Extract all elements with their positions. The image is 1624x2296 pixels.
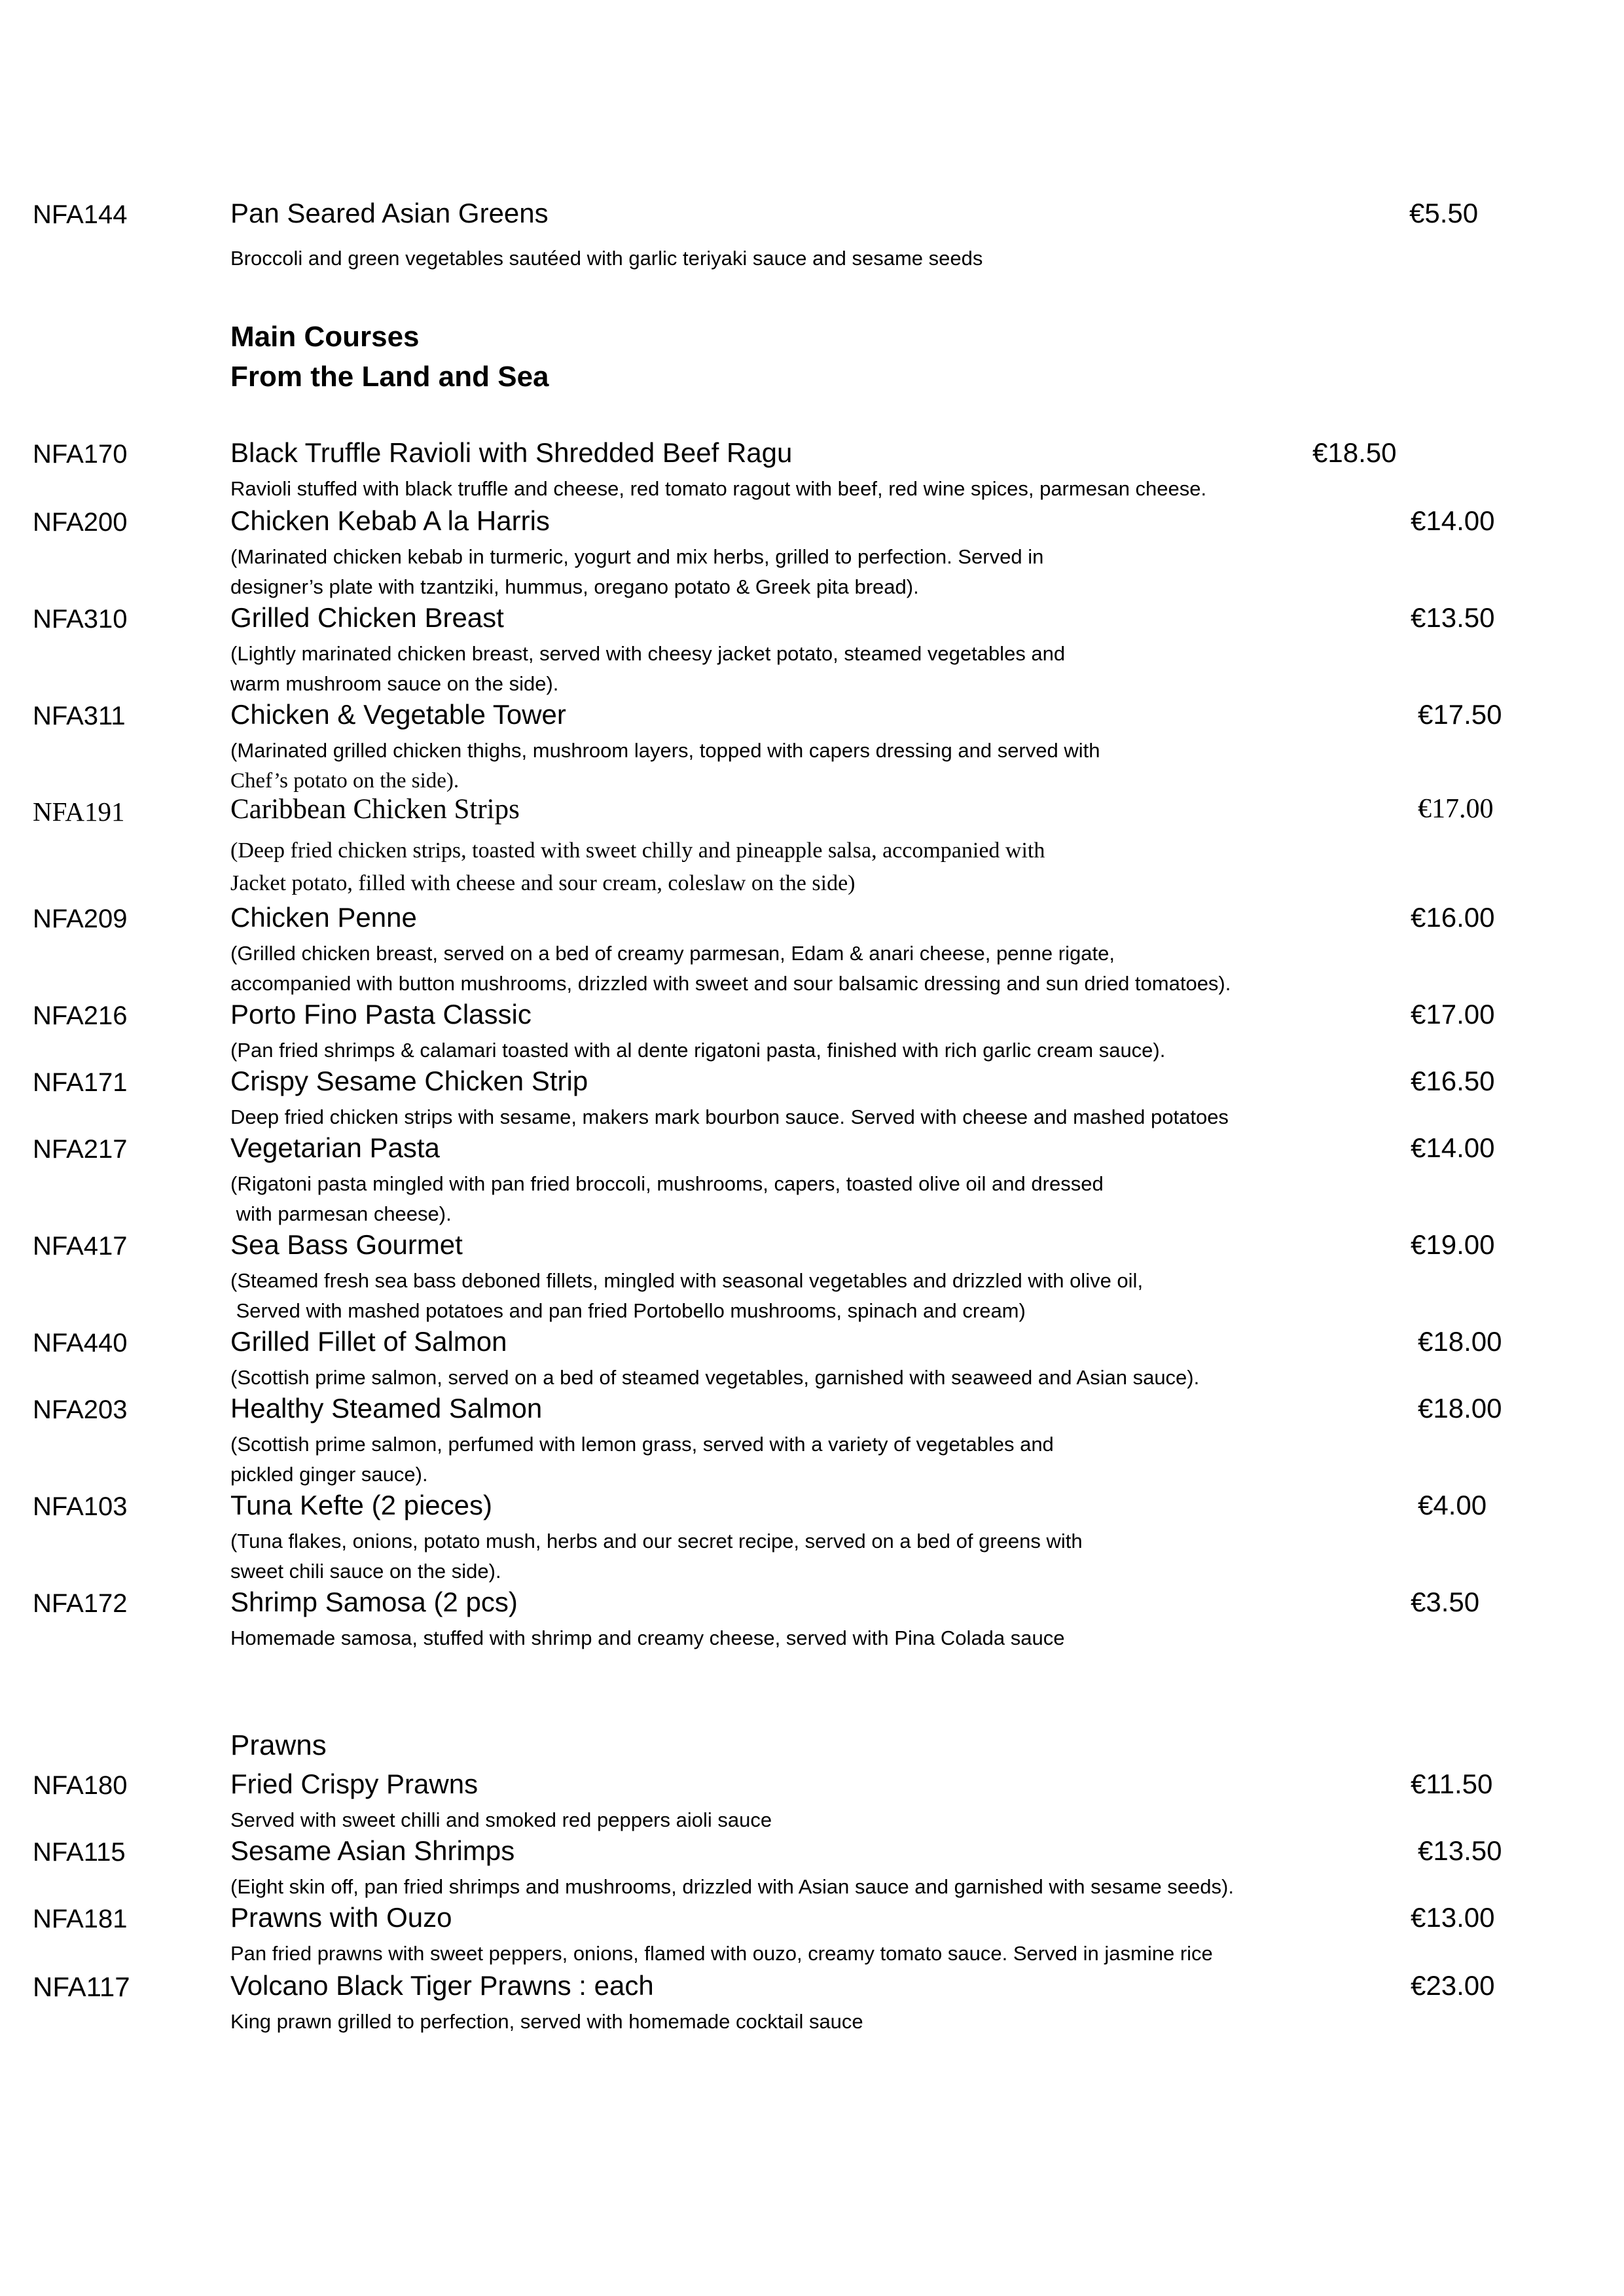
item-description (230, 1939, 1213, 1969)
description-line: King prawn grilled to perfection, served with homemade cocktail sauce (230, 2010, 863, 2033)
item-description (230, 1363, 1199, 1393)
description-line: Served with mashed potatoes and pan fried Portobello mushrooms, spinach and cream) (230, 1299, 1026, 1322)
item-description (230, 542, 1043, 602)
item-price: €13.50 (1411, 602, 1495, 633)
description-line: Deep fried chicken strips with sesame, makers mark bourbon sauce. Served with cheese and mashed potatoes (230, 1105, 1229, 1128)
item-name: Chicken & Vegetable Tower (230, 699, 566, 730)
item-price: €18.00 (1418, 1326, 1502, 1357)
item-name: Shrimp Samosa (2 pcs) (230, 1587, 518, 1617)
description-line: (Lightly marinated chicken breast, served with cheesy jacket potato, steamed vegetables and (230, 642, 1066, 665)
item-price: €18.50 (1312, 437, 1397, 468)
description-line: sweet chili sauce on the side). (230, 1560, 501, 1583)
description-line: (Marinated grilled chicken thighs, mushroom layers, topped with capers dressing and served with (230, 739, 1100, 762)
description-line: Homemade samosa, stuffed with shrimp and creamy cheese, served with Pina Colada sauce (230, 1626, 1065, 1649)
item-price: €5.50 (1409, 198, 1479, 228)
item-code: NFA310 (33, 605, 128, 634)
item-name: Fried Crispy Prawns (230, 1768, 478, 1799)
item-code: NFA440 (33, 1329, 128, 1357)
description-line: Broccoli and green vegetables sautéed with garlic teriyaki sauce and sesame seeds (230, 247, 983, 270)
item-price: €23.00 (1411, 1970, 1495, 2001)
description-line: (Steamed fresh sea bass deboned fillets, mingled with seasonal vegetables and drizzled with olive oil, (230, 1269, 1144, 1292)
item-code: NFA144 (33, 200, 128, 229)
item-code: NFA170 (33, 440, 128, 469)
item-name: Grilled Fillet of Salmon (230, 1326, 507, 1357)
item-code: NFA103 (33, 1492, 128, 1521)
item-name: Vegetarian Pasta (230, 1132, 440, 1163)
item-price: €11.50 (1411, 1768, 1493, 1799)
description-line: Chef’s potato on the side). (230, 769, 460, 793)
item-name: Healthy Steamed Salmon (230, 1393, 543, 1424)
section-subtitle: From the Land and Sea (230, 361, 549, 393)
description-line: Served with sweet chilli and smoked red peppers aioli sauce (230, 1808, 772, 1831)
item-code: NFA203 (33, 1395, 128, 1424)
item-description (230, 736, 1100, 796)
item-description (230, 474, 1206, 504)
description-line: warm mushroom sauce on the side). (230, 672, 559, 695)
item-price: €18.00 (1418, 1393, 1502, 1424)
item-price: €17.50 (1418, 699, 1502, 730)
item-name: Sea Bass Gourmet (230, 1229, 463, 1260)
item-code: NFA172 (33, 1589, 128, 1618)
description-line: (Deep fried chicken strips, toasted with sweet chilly and pineapple salsa, accompanied with (230, 838, 1045, 863)
item-price: €14.00 (1411, 505, 1495, 536)
item-description (230, 1623, 1065, 1653)
item-description (230, 939, 1231, 999)
description-line: designer’s plate with tzantziki, hummus, oregano potato & Greek pita bread). (230, 575, 919, 598)
item-price: €13.00 (1411, 1902, 1495, 1933)
item-name: Caribbean Chicken Strips (230, 794, 520, 825)
item-code: NFA209 (33, 905, 128, 933)
item-name: Pan Seared Asian Greens (230, 198, 549, 228)
section-title: Main Courses (230, 321, 420, 353)
section-title: Prawns (230, 1729, 327, 1761)
item-code: NFA216 (33, 1001, 128, 1030)
item-price: €14.00 (1411, 1132, 1495, 1163)
item-name: Porto Fino Pasta Classic (230, 999, 532, 1030)
description-line: (Eight skin off, pan fried shrimps and mushrooms, drizzled with Asian sauce and garnished with sesame seeds). (230, 1875, 1234, 1898)
item-code: NFA191 (33, 797, 125, 827)
item-name: Tuna Kefte (2 pieces) (230, 1490, 492, 1520)
item-code: NFA217 (33, 1135, 128, 1164)
description-line: Ravioli stuffed with black truffle and cheese, red tomato ragout with beef, red wine spices, parmesan cheese. (230, 477, 1207, 500)
description-line: (Rigatoni pasta mingled with pan fried broccoli, mushrooms, capers, toasted olive oil and dressed (230, 1172, 1104, 1195)
item-code: NFA181 (33, 1905, 128, 1933)
description-line: (Scottish prime salmon, perfumed with lemon grass, served with a variety of vegetables and (230, 1433, 1054, 1456)
item-description (230, 639, 1065, 699)
item-description (230, 1526, 1083, 1587)
item-name: Crispy Sesame Chicken Strip (230, 1066, 588, 1096)
item-code: NFA115 (33, 1838, 126, 1867)
item-price: €4.00 (1418, 1490, 1487, 1520)
description-line: (Marinated chicken kebab in turmeric, yogurt and mix herbs, grilled to perfection. Served in (230, 545, 1044, 568)
item-price: €3.50 (1411, 1587, 1480, 1617)
item-price: €13.50 (1418, 1835, 1502, 1866)
item-name: Black Truffle Ravioli with Shredded Beef Ragu (230, 437, 793, 468)
item-description (230, 1266, 1143, 1326)
description-line: (Scottish prime salmon, served on a bed of steamed vegetables, garnished with seaweed and Asian sauce). (230, 1366, 1200, 1389)
description-line: Pan fried prawns with sweet peppers, onions, flamed with ouzo, creamy tomato sauce. Served in jasmine rice (230, 1942, 1213, 1965)
item-code: NFA171 (33, 1068, 128, 1097)
item-description (230, 1429, 1054, 1490)
item-description (230, 1805, 772, 1835)
item-price: €16.00 (1411, 902, 1495, 933)
item-description (230, 1102, 1229, 1132)
item-description (230, 1035, 1165, 1066)
description-line: (Grilled chicken breast, served on a bed of creamy parmesan, Edam & anari cheese, penne rigate, (230, 942, 1115, 965)
description-line: pickled ginger sauce). (230, 1463, 428, 1486)
description-line: (Pan fried shrimps & calamari toasted with al dente rigatoni pasta, finished with rich garlic cream sauce). (230, 1039, 1166, 1062)
item-name: Sesame Asian Shrimps (230, 1835, 515, 1866)
item-price: €16.50 (1411, 1066, 1495, 1096)
item-code: NFA417 (33, 1232, 128, 1261)
item-code: NFA311 (33, 702, 126, 730)
item-code: NFA200 (33, 508, 128, 537)
description-line: (Tuna flakes, onions, potato mush, herbs and our secret recipe, served on a bed of greens with (230, 1530, 1083, 1552)
item-price: €17.00 (1418, 794, 1494, 824)
item-description (230, 1872, 1234, 1902)
item-name: Prawns with Ouzo (230, 1902, 452, 1933)
item-description (230, 834, 1045, 900)
item-description (230, 243, 983, 274)
item-description (230, 1169, 1104, 1229)
description-line: with parmesan cheese). (230, 1202, 452, 1225)
item-name: Grilled Chicken Breast (230, 602, 504, 633)
item-description (230, 2007, 863, 2037)
item-price: €17.00 (1411, 999, 1495, 1030)
item-price: €19.00 (1411, 1229, 1495, 1260)
item-code: NFA117 (33, 1971, 130, 2002)
item-name: Chicken Kebab A la Harris (230, 505, 550, 536)
item-code: NFA180 (33, 1771, 128, 1800)
item-name: Volcano Black Tiger Prawns : each (230, 1970, 654, 2001)
item-name: Chicken Penne (230, 902, 417, 933)
description-line: accompanied with button mushrooms, drizzled with sweet and sour balsamic dressing and sun dried tomatoes). (230, 972, 1231, 995)
description-line: Jacket potato, filled with cheese and sour cream, coleslaw on the side) (230, 871, 856, 895)
